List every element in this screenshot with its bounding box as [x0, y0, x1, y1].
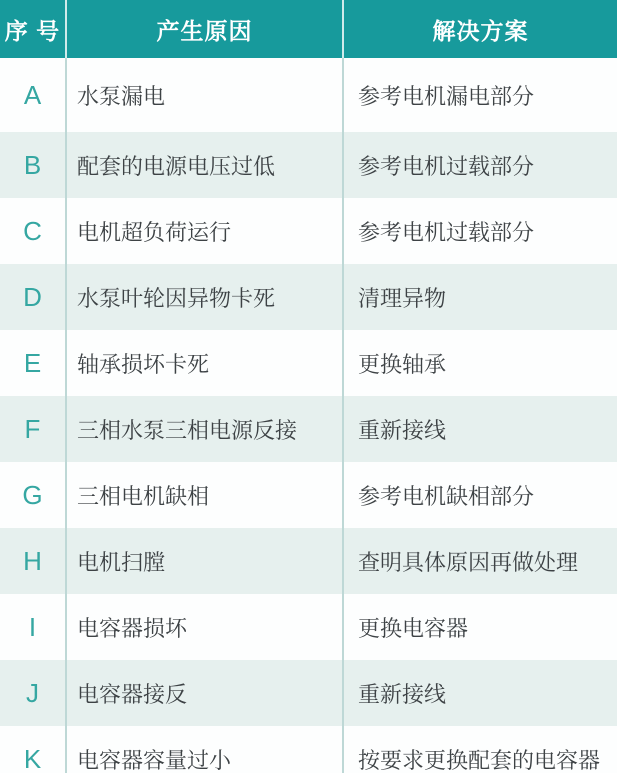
table-row	[0, 462, 617, 528]
row-solution: 重新接线	[358, 417, 447, 443]
row-cause: 电机超负荷运行	[67, 198, 344, 264]
table-body	[0, 58, 617, 773]
table-row	[0, 660, 617, 726]
header-solution: 解决方案	[432, 17, 529, 44]
row-solution: 查明具体原因再做处理	[358, 549, 579, 575]
row-letter: E	[0, 330, 67, 396]
row-cause: 电容器损坏	[67, 594, 344, 660]
row-cause: 电机扫膛	[67, 528, 344, 594]
row-solution: 更换电容器	[358, 615, 469, 641]
row-solution: 参考电机缺相部分	[358, 483, 535, 509]
row-solution: 重新接线	[358, 681, 447, 707]
row-cause: 电容器容量过小	[67, 726, 344, 773]
row-cause: 水泵叶轮因异物卡死	[67, 264, 344, 330]
table-row	[0, 594, 617, 660]
row-cause: 水泵漏电	[67, 58, 344, 132]
row-cause: 三相水泵三相电源反接	[67, 396, 344, 462]
row-letter: C	[0, 198, 67, 264]
header-serial: 序 号	[0, 0, 67, 58]
row-cause: 配套的电源电压过低	[67, 132, 344, 198]
row-letter: D	[0, 264, 67, 330]
table-row	[0, 264, 617, 330]
row-letter: H	[0, 528, 67, 594]
table-row	[0, 528, 617, 594]
row-solution: 参考电机过载部分	[358, 153, 535, 179]
row-solution: 参考电机过载部分	[358, 219, 535, 245]
row-letter: G	[0, 462, 67, 528]
row-solution: 参考电机漏电部分	[358, 83, 535, 109]
row-letter: J	[0, 660, 67, 726]
table-header	[0, 0, 617, 58]
table-row	[0, 726, 617, 773]
row-solution: 按要求更换配套的电容器	[358, 747, 601, 773]
row-letter: I	[0, 594, 67, 660]
table-row	[0, 330, 617, 396]
header-cause: 产生原因	[67, 0, 344, 58]
row-letter: K	[0, 726, 67, 773]
table-row	[0, 396, 617, 462]
row-cause: 电容器接反	[67, 660, 344, 726]
row-letter: B	[0, 132, 67, 198]
table-row	[0, 198, 617, 264]
row-solution: 更换轴承	[358, 351, 447, 377]
row-cause: 三相电机缺相	[67, 462, 344, 528]
row-cause: 轴承损坏卡死	[67, 330, 344, 396]
table-row	[0, 132, 617, 198]
row-solution: 清理异物	[358, 285, 447, 311]
table-row	[0, 58, 617, 132]
row-letter: A	[0, 58, 67, 132]
row-letter: F	[0, 396, 67, 462]
